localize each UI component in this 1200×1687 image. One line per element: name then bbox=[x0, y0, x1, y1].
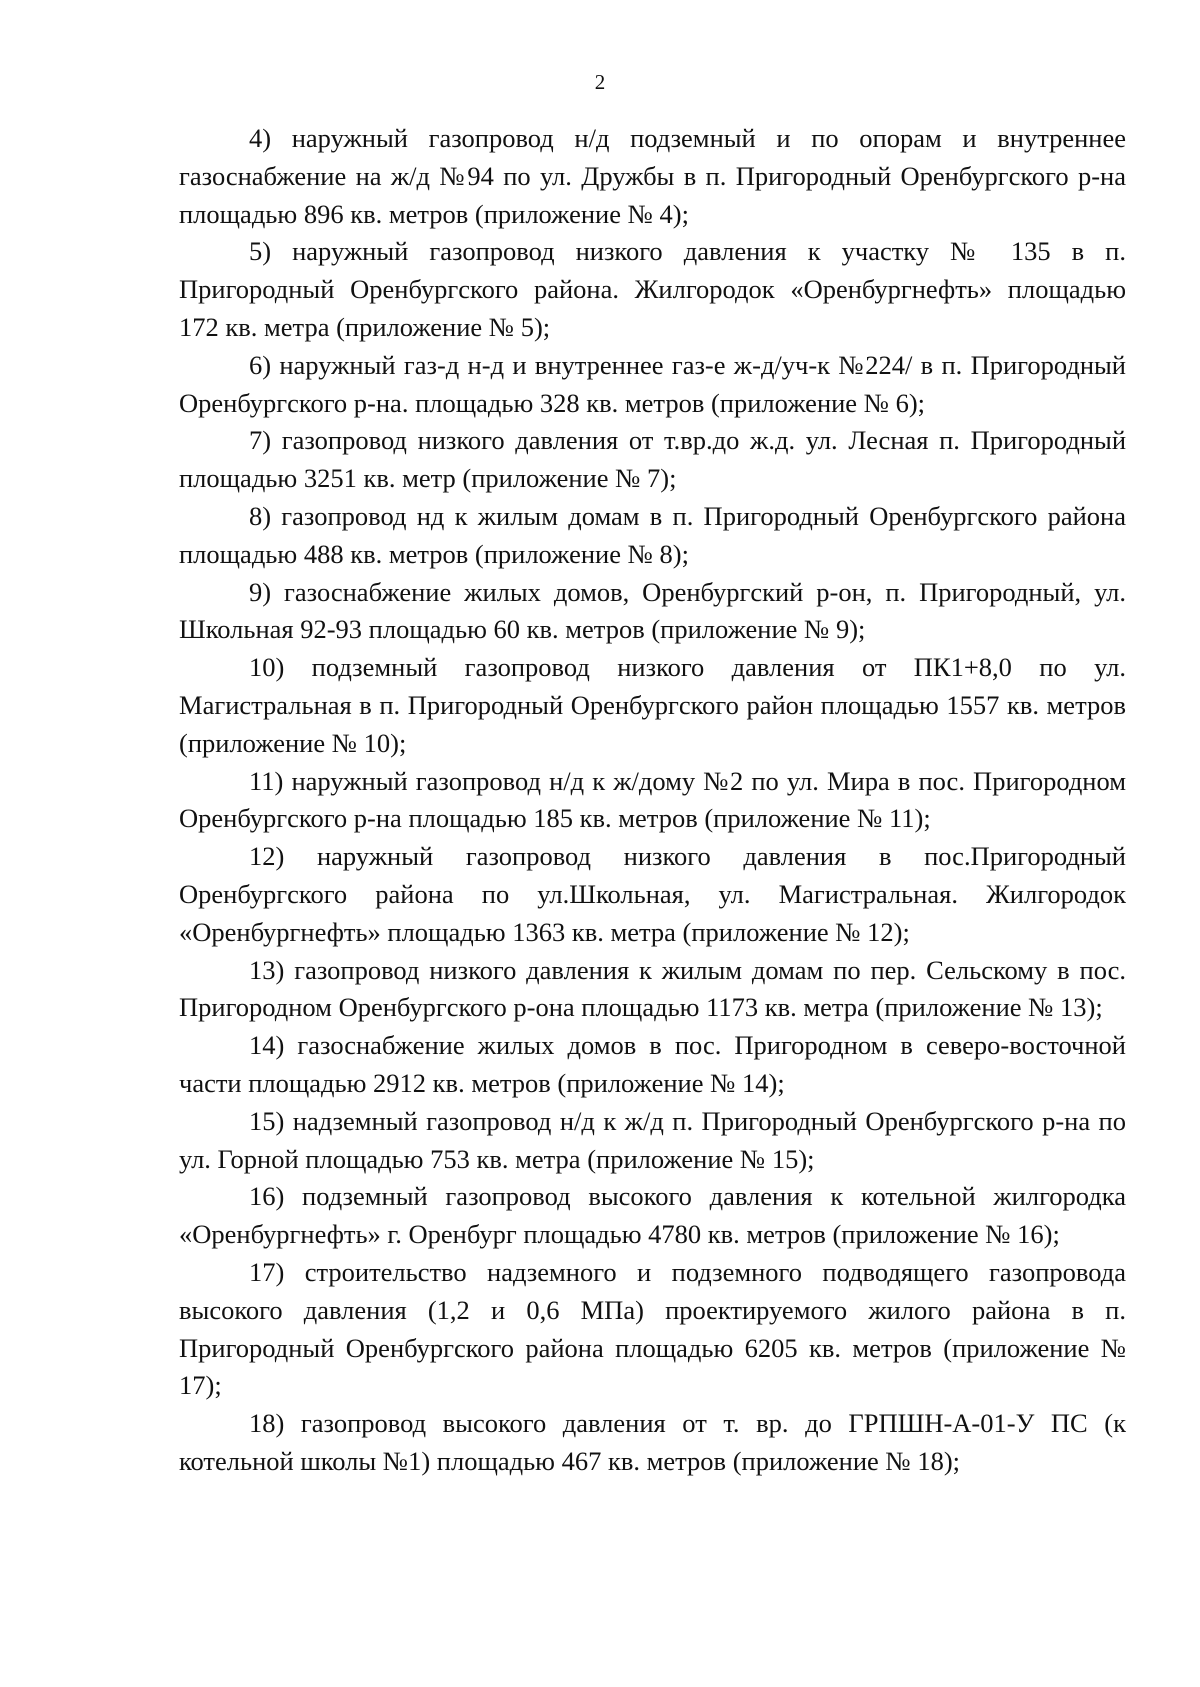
list-item-9: 9) газоснабжение жилых домов, Оренбургский р-он, п. Пригородный, ул. Школьная 92-93 площадью 60 кв. метров (приложение № 9); bbox=[179, 576, 1126, 645]
list-item-16: 16) подземный газопровод высокого давления к котельной жилгородка «Оренбургнефть» г. Оренбург площадью 4780 кв. метров (приложение № 16); bbox=[179, 1181, 1126, 1250]
list-item-13: 13) газопровод низкого давления к жилым домам по пер. Сельскому в пос. Пригородном Оренбургского р-она площадью 1173 кв. метра (приложение № 13); bbox=[179, 954, 1126, 1023]
list-item-17: 17) строительство надземного и подземного подводящего газопровода высокого давления (1,2 и 0,6 МПа) проектируемого жилого района в п. Пригородный Оренбургского района площадью 6205 кв. метров (приложение № 17); bbox=[179, 1256, 1126, 1401]
list-item-10: 10) подземный газопровод низкого давления от ПК1+8,0 по ул. Магистральная в п. Пригородный Оренбургского район площадью 1557 кв. метров (приложение № 10); bbox=[179, 652, 1126, 758]
list-item-8: 8) газопровод нд к жилым домам в п. Пригородный Оренбургского района площадью 488 кв. метров (приложение № 8); bbox=[179, 500, 1126, 569]
list-item-7: 7) газопровод низкого давления от т.вр.до ж.д. ул. Лесная п. Пригородный площадью 3251 кв. метр (приложение № 7); bbox=[179, 425, 1126, 494]
list-item-4: 4) наружный газопровод н/д подземный и по опорам и внутреннее газоснабжение на ж/д №94 по ул. Дружбы в п. Пригородный Оренбургского р-на площадью 896 кв. метров (приложение № 4); bbox=[179, 123, 1126, 229]
list-item-18: 18) газопровод высокого давления от т. вр. до ГРПШН-А-01-У ПС (к котельной школы №1) площадью 467 кв. метров (приложение № 18); bbox=[179, 1408, 1126, 1476]
page-number: 2 bbox=[594, 70, 606, 94]
list-item-5: 5) наружный газопровод низкого давления к участку № 135 в п. Пригородный Оренбургского района. Жилгородок «Оренбургнефть» площадью 172 кв. метра (приложение № 5); bbox=[179, 236, 1126, 342]
list-item-15: 15) надземный газопровод н/д к ж/д п. Пригородный Оренбургского р-на по ул. Горной площадью 753 кв. метра (приложение № 15); bbox=[179, 1105, 1126, 1174]
list-item-14: 14) газоснабжение жилых домов в пос. Пригородном в северо-восточной части площадью 2912 кв. метров (приложение № 14); bbox=[179, 1030, 1126, 1098]
list-item-12: 12) наружный газопровод низкого давления в пос.Пригородный Оренбургского района по ул.Школьная, ул. Магистральная. Жилгородок «Оренбургнефть» площадью 1363 кв. метра (приложение № 12); bbox=[179, 841, 1126, 947]
document-body bbox=[179, 120, 1126, 1481]
list-item-11: 11) наружный газопровод н/д к ж/дому №2 по ул. Мира в пос. Пригородном Оренбургского р-на площадью 185 кв. метров (приложение № 11); bbox=[179, 765, 1126, 834]
list-item-6: 6) наружный газ-д н-д и внутреннее газ-е ж-д/уч-к №224/ в п. Пригородный Оренбургского р-на. площадью 328 кв. метров (приложение № 6); bbox=[179, 349, 1126, 418]
